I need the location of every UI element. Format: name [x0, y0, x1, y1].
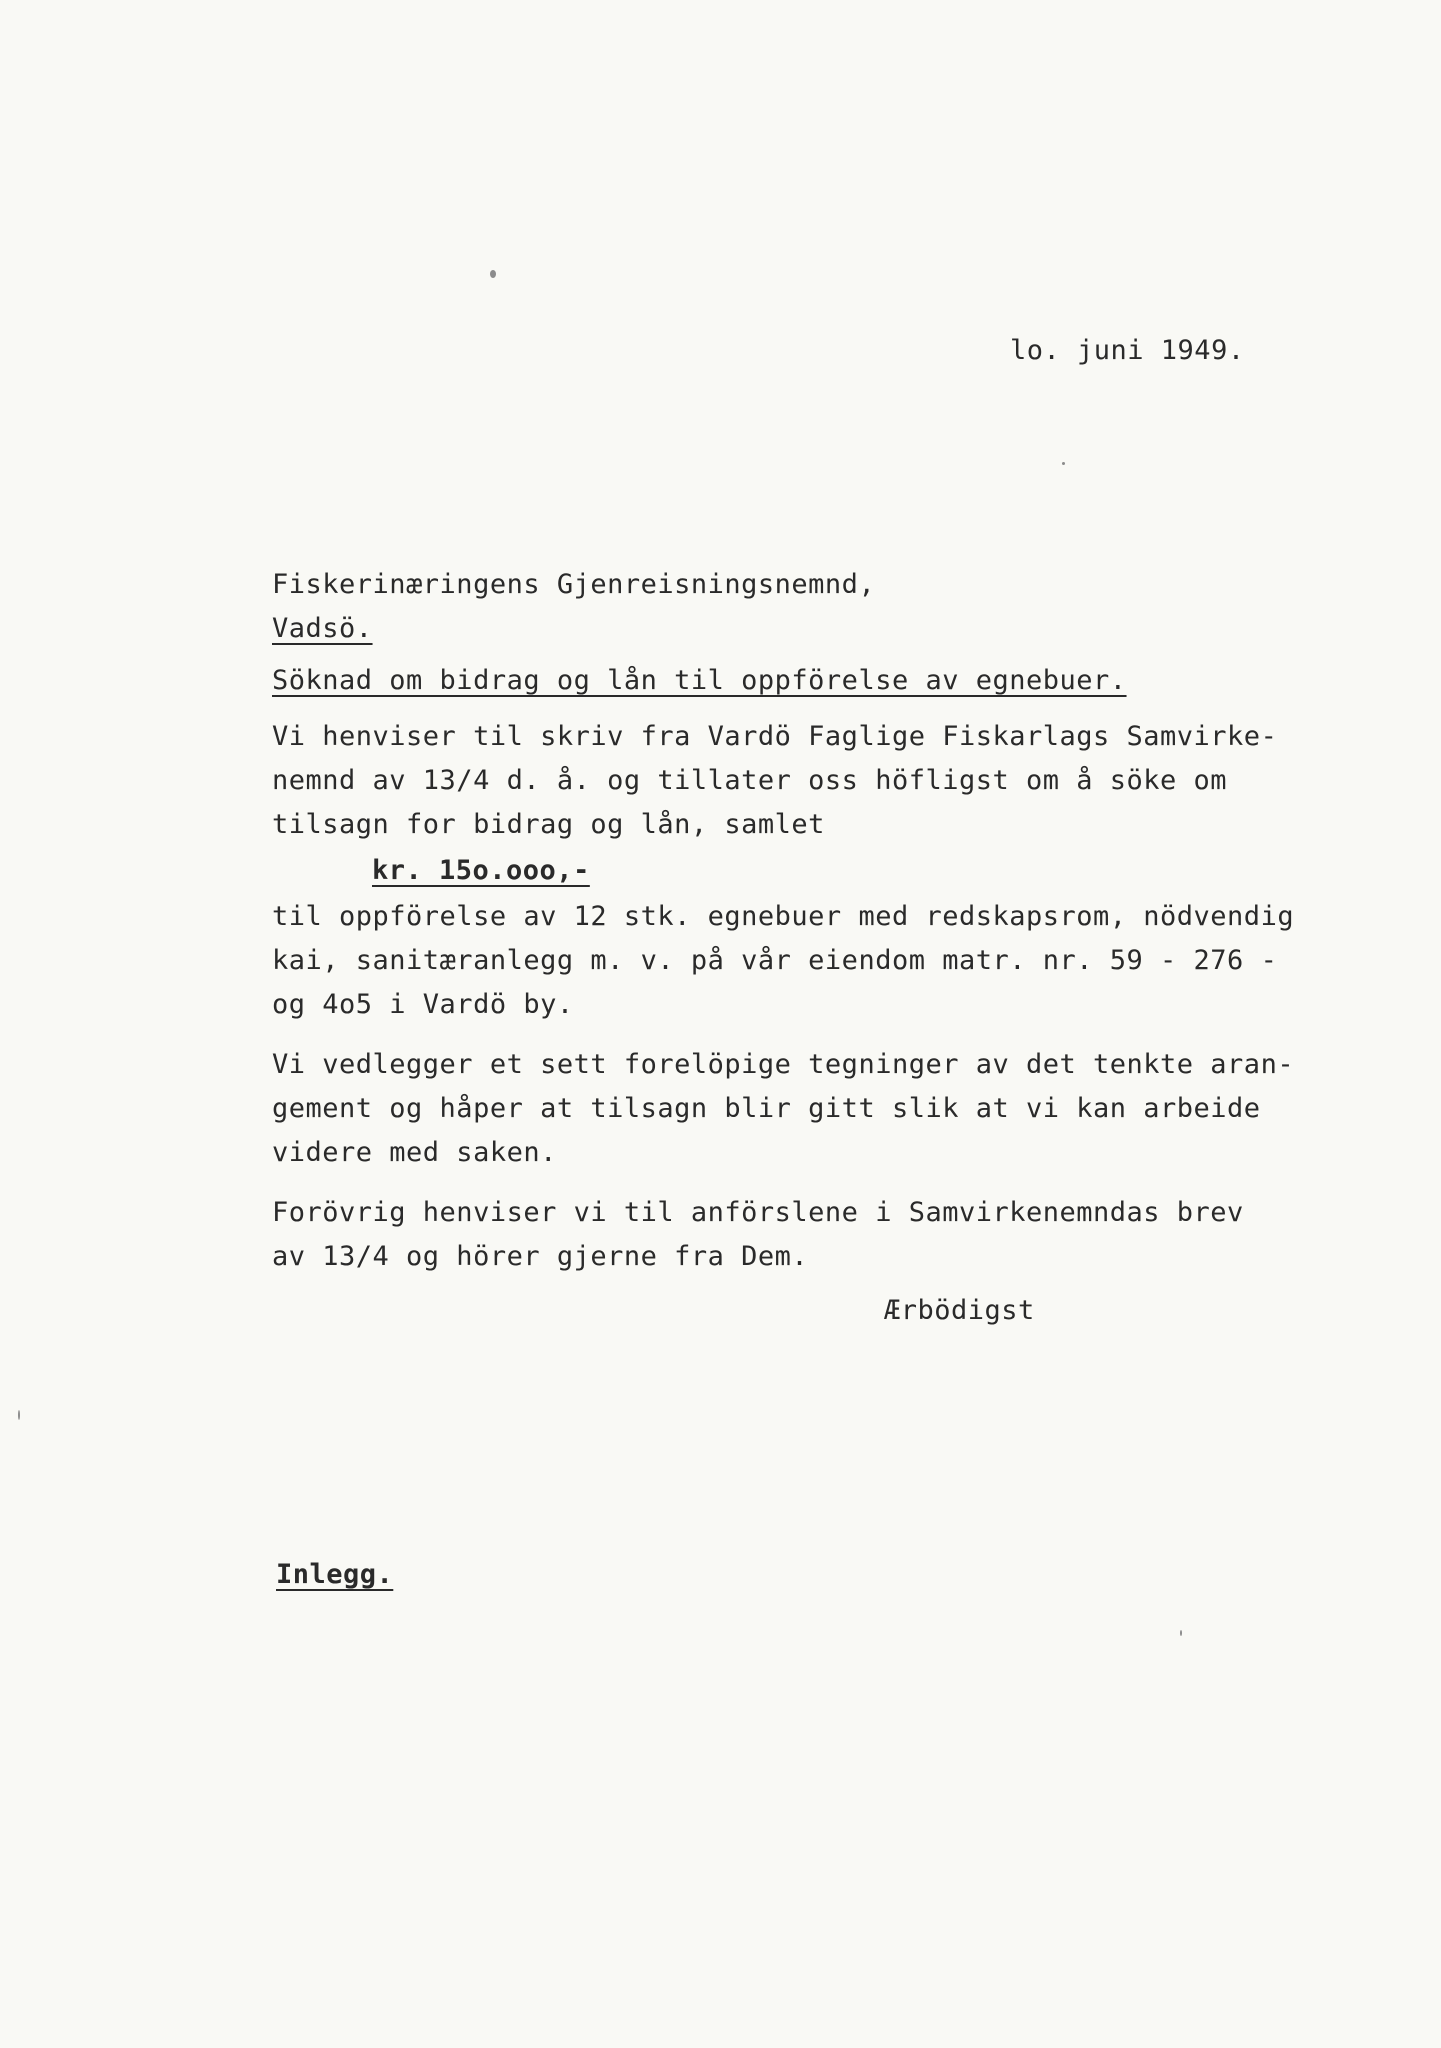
paragraph3-line2: gement og håper at tilsagn blir gitt slik at vi kan arbeide — [272, 1093, 1261, 1124]
paragraph1-line2: nemnd av 13/4 d. å. og tillater oss höfligst om å söke om — [272, 765, 1228, 796]
paragraph1-line3: tilsagn for bidrag og lån, samlet — [272, 809, 825, 840]
paragraph3-line1: Vi vedlegger et sett forelöpige tegninger av det tenkte aran- — [272, 1049, 1295, 1080]
letter-date: lo. juni 1949. — [1010, 335, 1245, 366]
letter-subject: Söknad om bidrag og lån til oppförelse av egnebuer. — [272, 665, 1127, 696]
paragraph4-line2: av 13/4 og hörer gjerne fra Dem. — [272, 1241, 809, 1272]
paragraph4-line1: Forövrig henviser vi til anförslene i Samvirkenemndas brev — [272, 1197, 1244, 1228]
paragraph2-line2: kai, sanitæranlegg m. v. på vår eiendom matr. nr. 59 - 276 - — [272, 945, 1278, 976]
paper-speck — [490, 270, 496, 278]
recipient-place: Vadsö. — [272, 613, 373, 644]
paper-speck — [18, 1410, 20, 1420]
recipient-name: Fiskerinæringens Gjenreisningsnemnd, — [272, 569, 876, 600]
paragraph1-line1: Vi henviser til skriv fra Vardö Faglige Fiskarlags Samvirke- — [272, 721, 1278, 752]
requested-amount: kr. 15o.ooo,- — [372, 855, 590, 886]
paper-speck — [1180, 1630, 1182, 1636]
enclosure-note: Inlegg. — [276, 1559, 394, 1590]
closing-salutation: Ærbödigst — [884, 1295, 1035, 1326]
paragraph2-line3: og 4o5 i Vardö by. — [272, 989, 574, 1020]
paragraph2-line1: til oppförelse av 12 stk. egnebuer med redskapsrom, nödvendig — [272, 901, 1295, 932]
paper-speck — [1062, 462, 1065, 465]
paragraph3-line3: videre med saken. — [272, 1137, 557, 1168]
